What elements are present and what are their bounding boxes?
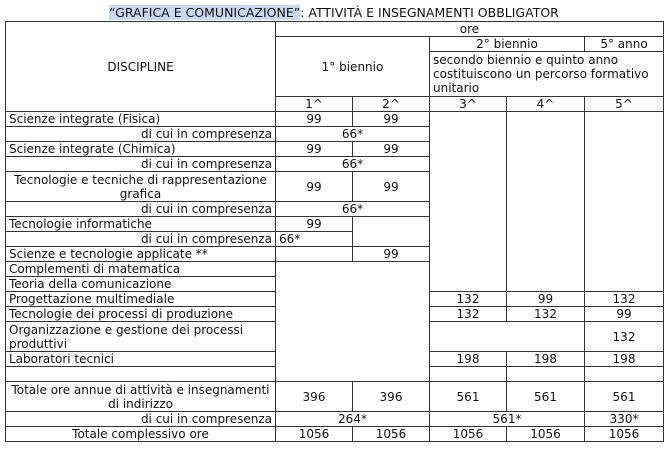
- row-label-chimica: Scienze integrate (Chimica): [6, 142, 276, 157]
- produzione-y5: 99: [585, 307, 664, 322]
- row-label-laboratori: Laboratori tecnici: [6, 352, 276, 367]
- total-overall-y4: 1056: [507, 427, 585, 442]
- laboratori-y3: 198: [430, 352, 507, 367]
- total-compresenza-label: di cui in compresenza: [6, 412, 276, 427]
- row-label-informatiche: Tecnologie informatiche: [6, 217, 276, 232]
- year-2-header: 2^: [353, 97, 430, 112]
- year-1-header: 1^: [276, 97, 353, 112]
- fisica-compresenza-value: 66*: [276, 127, 430, 142]
- row-label-teoria: Teoria della comunicazione: [6, 277, 276, 292]
- fisica-y2: 99: [353, 112, 430, 127]
- row-label-applicate: Scienze e tecnologie applicate **: [6, 247, 276, 262]
- chimica-compresenza-label: di cui in compresenza: [6, 157, 276, 172]
- applicate-y1-empty: [276, 247, 353, 262]
- tecnologie-grafica-compresenza-value: 66*: [276, 202, 430, 217]
- empty-block-y4: [507, 112, 585, 292]
- total-overall-label: Totale complessivo ore: [6, 427, 276, 442]
- ore-header: ore: [276, 22, 664, 37]
- empty-block-y5: [585, 112, 664, 292]
- total-annual-y2: 396: [353, 382, 430, 412]
- informatiche-compresenza-label: di cui in compresenza: [6, 232, 276, 247]
- informatiche-compresenza-value: 66*: [276, 232, 353, 247]
- total-overall-y1: 1056: [276, 427, 353, 442]
- empty-block-y3: [430, 112, 507, 292]
- multimediale-y5: 132: [585, 292, 664, 307]
- applicate-y2: 99: [353, 247, 430, 262]
- total-annual-y1: 396: [276, 382, 353, 412]
- informatiche-y1: 99: [276, 217, 353, 232]
- tecnologie-grafica-y2: 99: [353, 172, 430, 202]
- organizzazione-y5: 132: [585, 322, 664, 352]
- row-label-multimediale: Progettazione multimediale: [6, 292, 276, 307]
- page-title: [0, 5, 668, 20]
- second-biennio-header: 2° biennio: [430, 37, 585, 52]
- spacer-y4: [507, 367, 585, 382]
- total-annual-y3: 561: [430, 382, 507, 412]
- multimediale-y3: 132: [430, 292, 507, 307]
- fisica-compresenza-label: di cui in compresenza: [6, 127, 276, 142]
- total-compresenza-biennio: 264*: [276, 412, 430, 427]
- row-label-fisica: Scienze integrate (Fisica): [6, 112, 276, 127]
- disciplines-header: DISCIPLINE: [6, 22, 276, 112]
- total-overall-y5: 1056: [585, 427, 664, 442]
- total-annual-y5: 561: [585, 382, 664, 412]
- row-label-organizzazione: Organizzazione e gestione dei processi produttivi: [6, 322, 276, 352]
- total-annual-label: Totale ore annue di attività e insegnamenti di indirizzo: [6, 382, 276, 412]
- chimica-compresenza-value: 66*: [276, 157, 430, 172]
- laboratori-y4: 198: [507, 352, 585, 367]
- year-4-header: 4^: [507, 97, 585, 112]
- fifth-year-header: 5° anno: [585, 37, 664, 52]
- row-label-produzione: Tecnologie dei processi di produzione: [6, 307, 276, 322]
- title-highlight: “GRAFICA E COMUNICAZIONE”: [109, 5, 301, 20]
- row-label-tecnologie-grafica: Tecnologie e tecniche di rappresentazione grafica: [6, 172, 276, 202]
- produzione-y4: 132: [507, 307, 585, 322]
- fisica-y1: 99: [276, 112, 353, 127]
- year-3-header: 3^: [430, 97, 507, 112]
- chimica-y2: 99: [353, 142, 430, 157]
- year-5-header: 5^: [585, 97, 664, 112]
- total-overall-y3: 1056: [430, 427, 507, 442]
- title-rest: : ATTIVITÀ E INSEGNAMENTI OBBLIGATOR: [300, 5, 559, 20]
- informatiche-y2-empty: [353, 217, 430, 247]
- empty-block-first-biennio: [276, 262, 430, 382]
- row-label-matematica: Complementi di matematica: [6, 262, 276, 277]
- organizzazione-y3-y4-empty: [430, 322, 585, 352]
- total-compresenza-quinto: 330*: [585, 412, 664, 427]
- total-overall-y2: 1056: [353, 427, 430, 442]
- first-biennio-header: 1° biennio: [276, 37, 430, 97]
- total-annual-y4: 561: [507, 382, 585, 412]
- multimediale-y4: 99: [507, 292, 585, 307]
- curriculum-table: [5, 21, 664, 442]
- spacer-y3: [430, 367, 507, 382]
- spacer-row-label: [6, 367, 276, 382]
- tecnologie-grafica-y1: 99: [276, 172, 353, 202]
- tecnologie-grafica-compresenza-label: di cui in compresenza: [6, 202, 276, 217]
- produzione-y3: 132: [430, 307, 507, 322]
- spacer-y5: [585, 367, 664, 382]
- total-compresenza-secondo: 561*: [430, 412, 585, 427]
- chimica-y1: 99: [276, 142, 353, 157]
- laboratori-y5: 198: [585, 352, 664, 367]
- unitary-path-note: secondo biennio e quinto anno costituiscono un percorso formativo unitario: [430, 52, 664, 97]
